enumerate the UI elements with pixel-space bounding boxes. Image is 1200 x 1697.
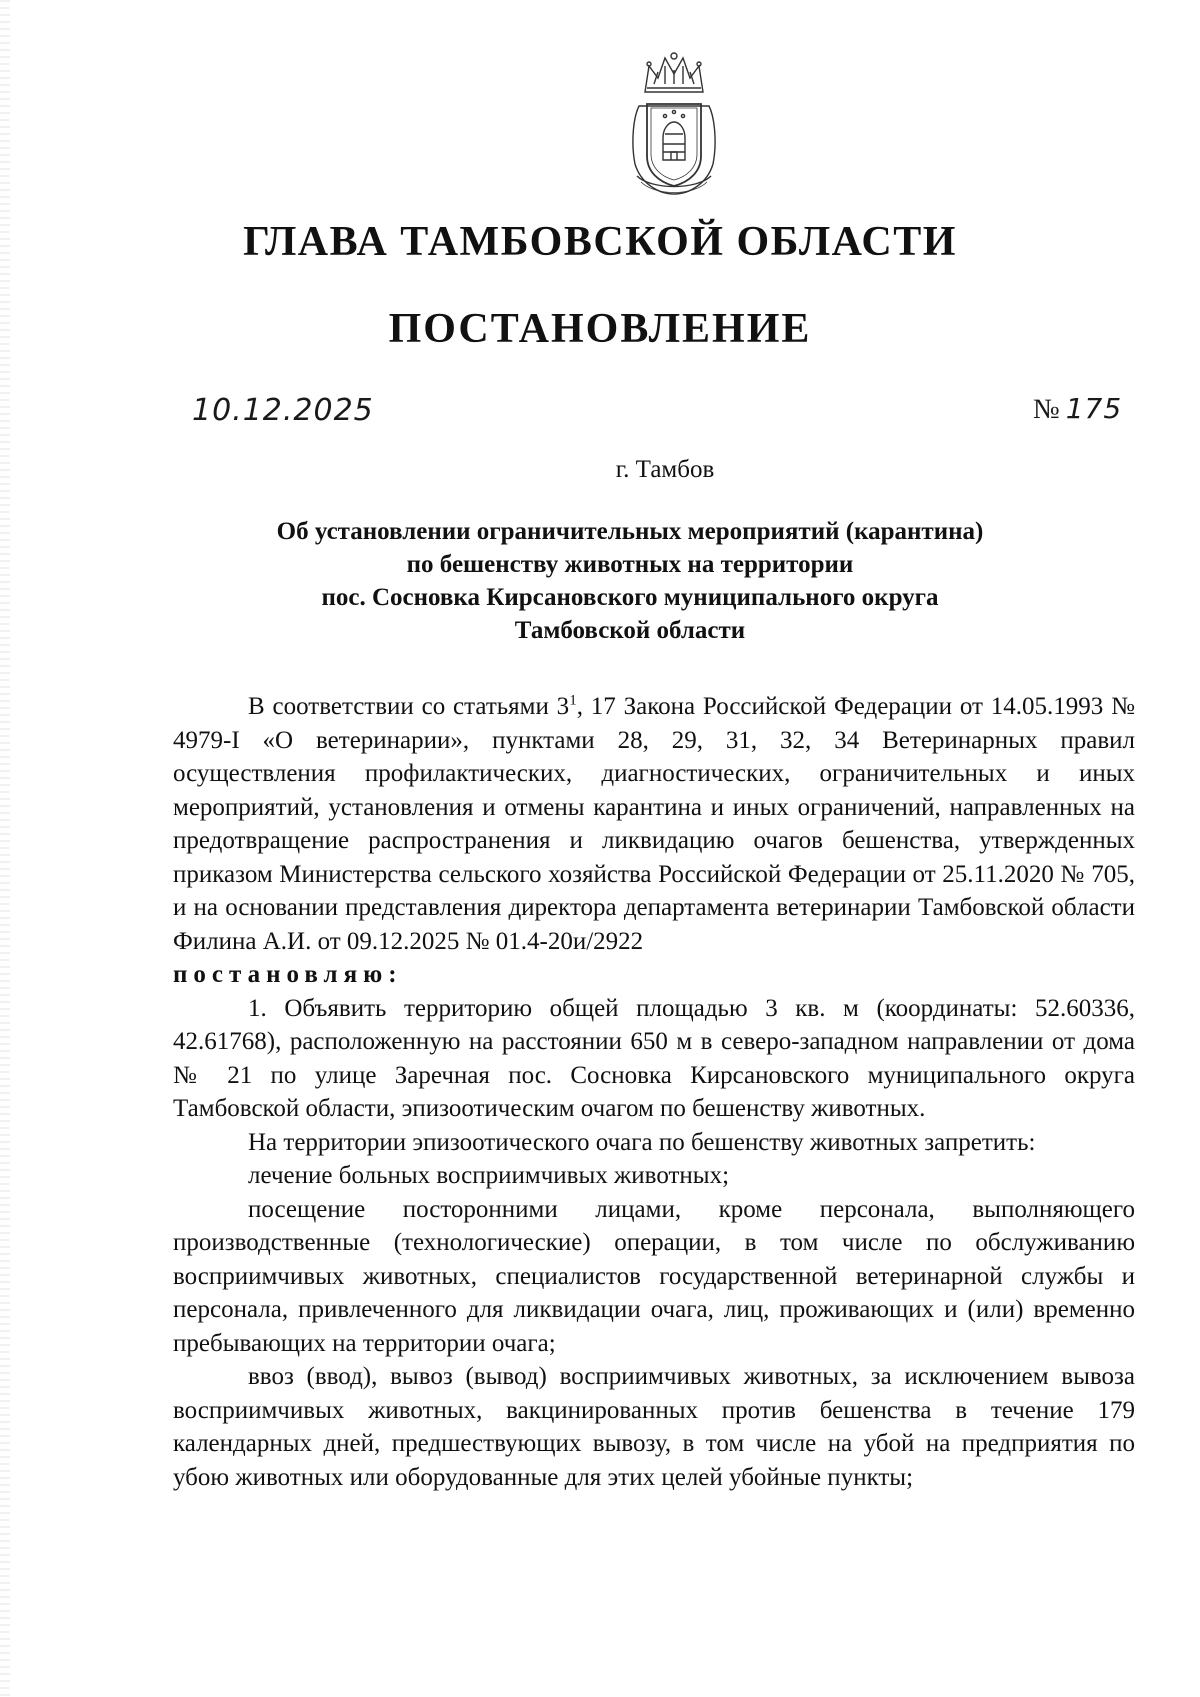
clause-paragraph: лечение больных восприимчивых животных; (248, 1162, 730, 1189)
document-title (150, 515, 1110, 647)
clause-paragraph: На территории эпизоотического очага по бешенству животных запретить: (248, 1128, 1036, 1156)
title-line: по бешенству животных на территории (406, 551, 854, 578)
issuing-authority: ГЛАВА ТАМБОВСКОЙ ОБЛАСТИ (243, 219, 957, 265)
preamble-paragraph (173, 690, 1135, 958)
preamble-text-rest: , 17 Закона Российской Федерации от 14.05.1993 № 4979-I «О ветеринарии», пунктами 28, 29, 31, 32, 34 Ветеринарных правил осуществления профилактических, диагностических, ограничительных и иных мероприятий, установления и отмены карантина и иных ограничений, направленных на предотвращение распространения и ликвидацию очагов бешенства, утвержденных приказом Министерства сельского хозяйства Российской Федерации от 25.11.2020 № 705, и на основании представления директора департамента ветеринарии Тамбовской области Филина А.И. от 09.12.2025 № 01.4-20и/2922 (173, 693, 1135, 955)
decree-line (173, 958, 1135, 992)
title-line: пос. Сосновка Кирсановского муниципального округа (321, 584, 939, 611)
decree-word: постановляю: (173, 961, 403, 988)
number-value: 175 (1065, 392, 1123, 425)
document-date: 10.12.2025 (192, 393, 374, 428)
document-number (1033, 392, 1122, 426)
document-body (173, 690, 1135, 1494)
document-type-heading: ПОСТАНОВЛЕНИЕ (388, 306, 812, 352)
title-line: Тамбовской области (514, 617, 746, 644)
clause-paragraph: ввоз (ввод), вывоз (вывод) восприимчивых животных, за исключением вывоза восприимчивых животных, вакцинированных против бешенства в течение 179 календарных дней, предшествующих вывозу, в том числе на убой на предприятия по убою животных или оборудованные для этих целей убойные пункты; (173, 1363, 1135, 1491)
preamble-text-start: В соответствии со статьями 3 (248, 693, 570, 720)
tambov-oblast-coat-of-arms-icon (625, 48, 723, 198)
clause-paragraph: посещение посторонними лицами, кроме персонала, выполняющего производственные (технологические) операции, в том числе по обслуживанию восприимчивых животных, специалистов государственной ветеринарной службы и персонала, привлеченного для ликвидации очага, лиц, проживающих и (или) временно пребывающих на территории очага; (173, 1195, 1135, 1357)
number-sign: № (1033, 394, 1060, 425)
place-of-issue: г. Тамбов (615, 456, 715, 483)
title-line: Об установлении ограничительных мероприятий (карантина) (276, 518, 984, 545)
clause-paragraph: 1. Объявить территорию общей площадью 3 кв. м (координаты: 52.60336, 42.61768), расположенную на расстоянии 650 м в северо-западном направлении от дома № 21 по улице Заречная пос. Сосновка Кирсановского муниципального округа Тамбовской области, эпизоотическим очагом по бешенству животных. (173, 994, 1135, 1122)
article-superscript: 1 (569, 692, 577, 709)
